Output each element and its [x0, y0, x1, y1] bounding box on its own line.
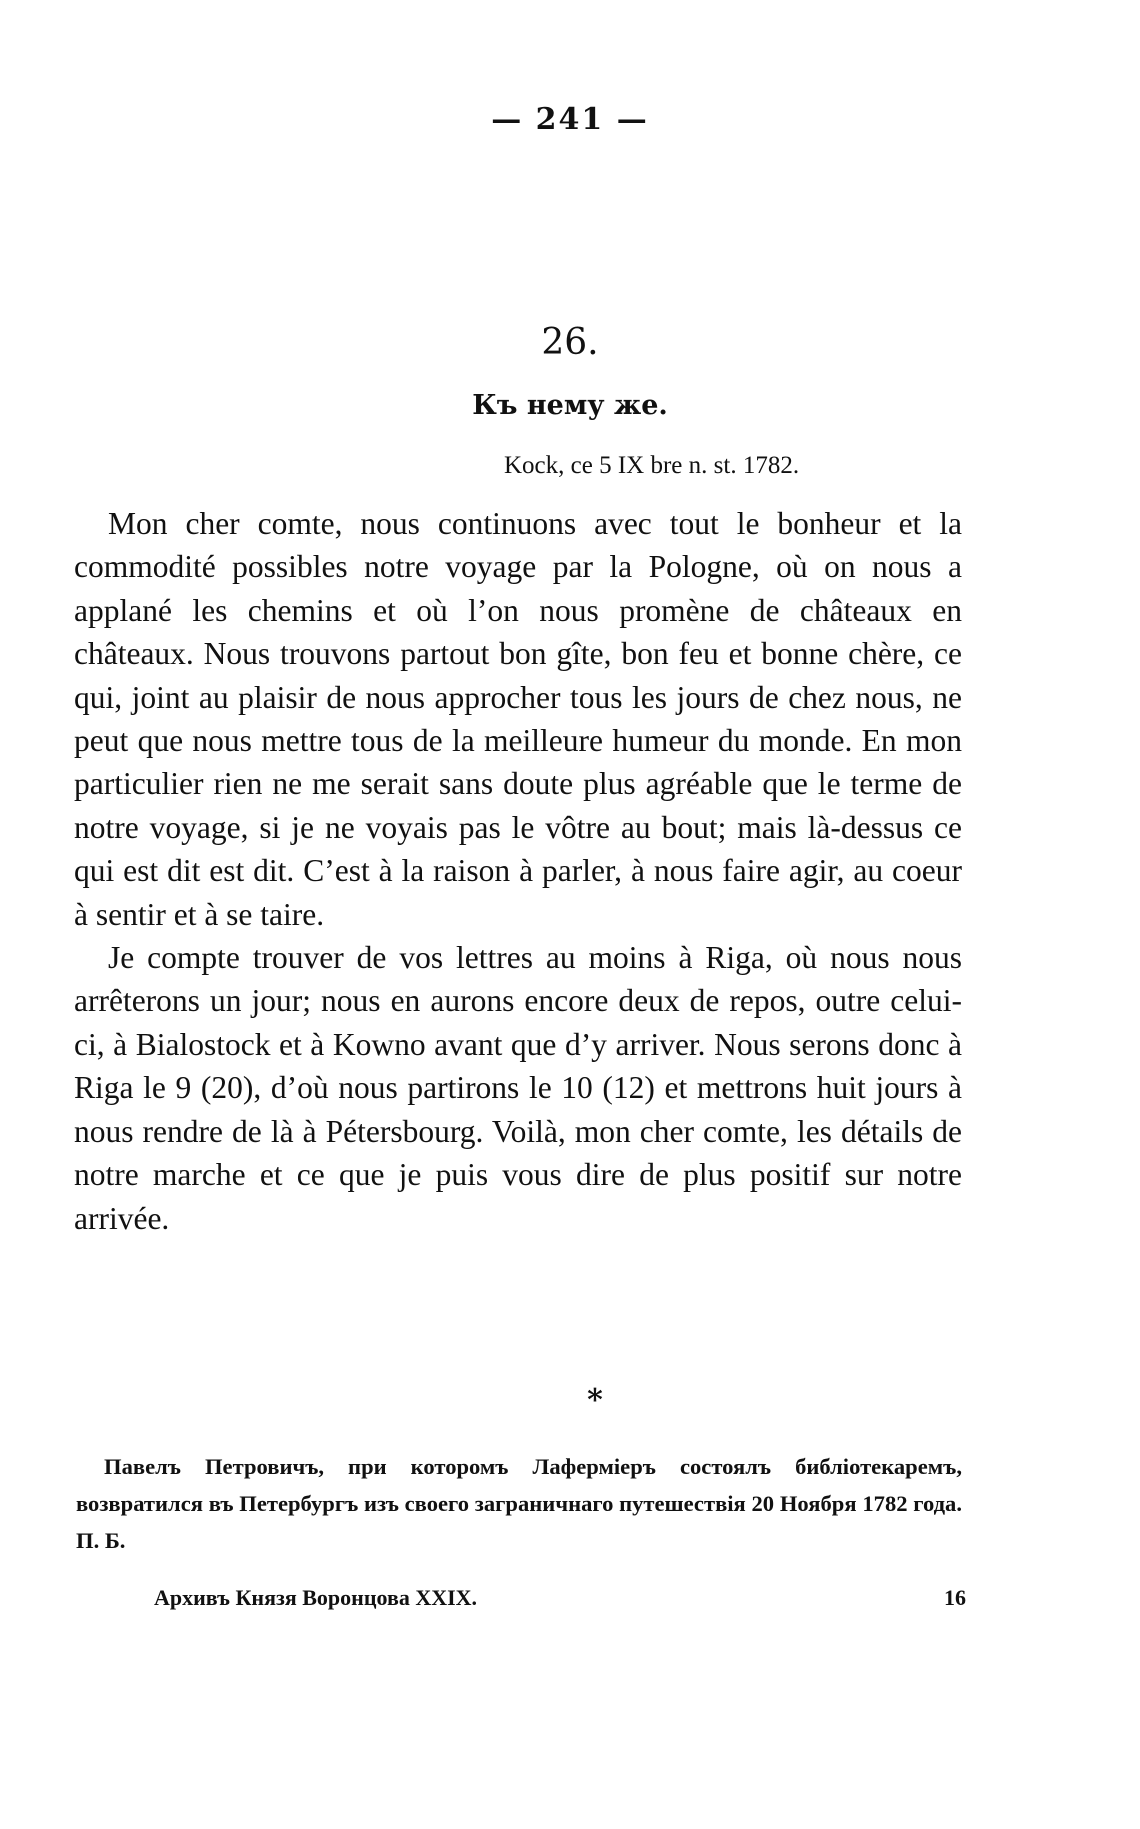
body-paragraph: Je compte trouver de vos lettres au moins à Riga, où nous nous arrêterons un jour; nous en aurons encore deux de repos, outre celui-ci, à Bialostock et à Kowno avant que d’y arriver. Nous serons donc à Riga le 9 (20), d’où nous partirons le 10 (12) et mettrons huit jours à nous rendre de là à Pétersbourg. Voilà, mon cher comte, les détails de notre marche et ce que je puis vous dire de plus positif sur notre arrivée. — [74, 940, 962, 1236]
section-separator: * — [587, 1383, 603, 1418]
signature-volume: Архивъ Князя Воронцова XXIX. — [154, 1585, 478, 1610]
body-paragraph: Mon cher comte, nous continuons avec tout le bonheur et la commodité possibles notre voyage par la Pologne, où on nous a applané les chemins et où l’on nous promène de châteaux en châteaux. Nous trouvons partout bon gîte, bon feu et bonne chère, ce qui, joint au plaisir de nous approcher tous les jours de chez nous, ne peut que nous mettre tous de la meilleure humeur du monde. En mon particulier rien ne me serait sans doute plus agréable que le terme de notre voyage, si je ne voyais pas le vôtre au bout; mais là-dessus ce qui est dit est dit. C’est à la raison à parler, à nous faire agir, au coeur à sentir et à se taire. — [74, 506, 962, 932]
letter-number: 26. — [541, 322, 599, 363]
footnote — [76, 1448, 962, 1559]
signature-number: 16 — [944, 1585, 966, 1610]
page-number: — 241 — — [491, 102, 649, 137]
letter-body — [74, 502, 962, 1240]
letter-dateline: Kock, ce 5 IX bre n. st. 1782. — [504, 452, 800, 479]
signature-line — [154, 1585, 966, 1611]
letter-recipient: Къ нему же. — [472, 390, 668, 421]
footnote-text: Павелъ Петровичъ, при которомъ Лаферміеръ состоялъ библіотекаремъ, возвратился въ Петербургъ изъ своего заграничнаго путешествія 20 Ноября 1782 года. П. Б. — [76, 1454, 962, 1553]
